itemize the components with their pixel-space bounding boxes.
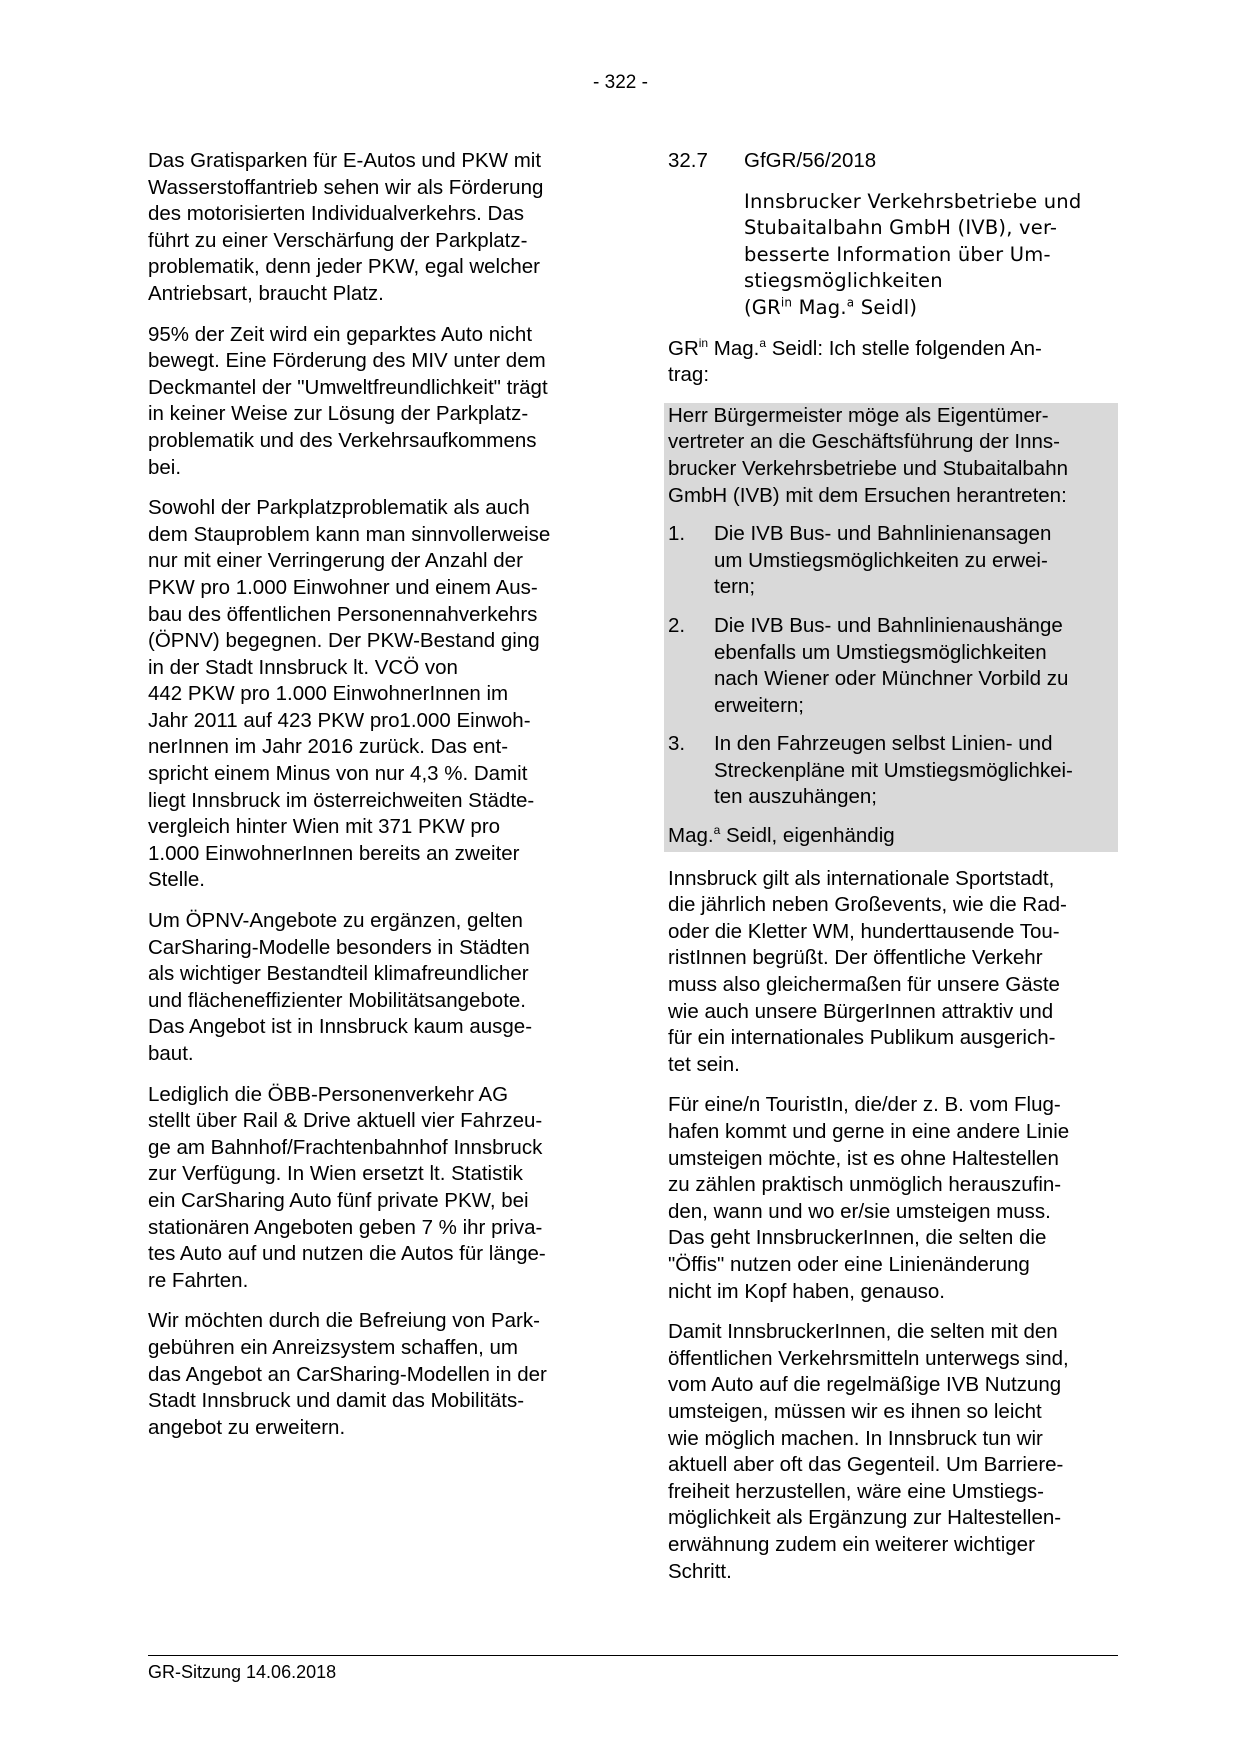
signature-pre: Mag. bbox=[668, 824, 714, 848]
agenda-reference: GfGR/56/2018 bbox=[744, 149, 877, 172]
list-text: Die IVB Bus- und Bahnlinienansagen um Umstiegsmöglichkeiten zu erwei- tern; bbox=[714, 522, 1052, 599]
page-number: - 322 - bbox=[593, 72, 648, 93]
body-paragraph: Für eine/n TouristIn, die/der z. B. vom Flug- hafen kommt und gerne in eine andere Linie umsteigen möchte, ist es ohne Haltestellen zu zählen praktisch unmöglich herauszufin- den, wann und wo er/sie umsteigen muss. Das geht InnsbruckerInnen, die selten die "Öffis" nutzen oder eine Linienänderung nicht im Kopf haben, genauso. bbox=[668, 1093, 1070, 1303]
superscript: a bbox=[759, 335, 767, 350]
agenda-title-author-close: Seidl) bbox=[854, 295, 918, 319]
list-number: 3. bbox=[668, 732, 686, 756]
motion-list-item bbox=[668, 521, 1118, 601]
motion-list-item bbox=[668, 731, 1118, 811]
agenda-title-author-mid: Mag. bbox=[792, 295, 847, 319]
motion-intro-post: Seidl: Ich stelle folgenden An- trag: bbox=[668, 336, 1042, 387]
right-column bbox=[668, 148, 1118, 1599]
body-paragraph: Lediglich die ÖBB-Personenverkehr AG stellt über Rail & Drive aktuell vier Fahrzeu- ge am Bahnhof/Frachtenbahnhof Innsbruck zur Verfügung. In Wien ersetzt lt. Statistik ein CarSharing Auto fünf private PKW, bei stationären Angeboten geben 7 % ihr priva- tes Auto auf und nutzen die Autos für länge- re Fahrten. bbox=[148, 1082, 546, 1292]
body-paragraph: Sowohl der Parkplatzproblematik als auch dem Stauproblem kann man sinnvollerweise nur mit einer Verringerung der Anzahl der PKW pro 1.000 Einwohner und einem Aus- bau des öffentlichen Personennahverkehrs (ÖPNV) begegnen. Der PKW-Bestand ging in der Stadt Innsbruck lt. VCÖ von 442 PKW pro 1.000 EinwohnerInnen im Jahr 2011 auf 423 PKW pro1.000 Einwoh- nerInnen im Jahr 2016 zurück. Das ent- spricht einem Minus von nur 4,3 %. Damit liegt Innsbruck im österreichweiten Städte- vergleich hinter Wien mit 371 PKW pro 1.000 EinwohnerInnen bereits an zweiter Stelle. bbox=[148, 496, 551, 892]
superscript: a bbox=[713, 823, 721, 838]
list-text: In den Fahrzeugen selbst Linien- und Streckenpläne mit Umstiegsmöglichkei- ten auszuhängen; bbox=[714, 732, 1073, 809]
motion-intro-mid: Mag. bbox=[708, 336, 760, 360]
agenda-title-main: Innsbrucker Verkehrsbetriebe und Stubaitalbahn GmbH (IVB), ver- besserte Information über Um- stiegsmöglichkeiten bbox=[744, 189, 1082, 293]
footer-text: GR-Sitzung 14.06.2018 bbox=[148, 1662, 337, 1682]
motion-list bbox=[668, 521, 1118, 811]
list-number: 2. bbox=[668, 613, 686, 637]
body-paragraph: Damit InnsbruckerInnen, die selten mit den öffentlichen Verkehrsmitteln unterwegs sind, vom Auto auf die regelmäßige IVB Nutzung umsteigen, müssen wir es ihnen so leicht wie möglich machen. In Innsbruck tun wir aktuell aber oft das Gegenteil. Um Barriere- freiheit herzustellen, wäre eine Umstiegs- möglichkeit als Ergänzung zur Haltestellen- erwähnung zudem ein weiterer wichtiger Schritt. bbox=[668, 1320, 1069, 1583]
motion-intro-pre: GR bbox=[668, 336, 699, 360]
body-paragraph: Das Gratisparken für E-Autos und PKW mit Wasserstoffantrieb sehen wir als Förderung des motorisierten Individualverkehrs. Das führt zu einer Verschärfung der Parkplatz- problematik, denn jeder PKW, egal welcher Antriebsart, braucht Platz. bbox=[148, 149, 544, 305]
motion-list-item bbox=[668, 613, 1118, 719]
body-paragraph: Wir möchten durch die Befreiung von Park- gebühren ein Anreizsystem schaffen, um das Angebot an CarSharing-Modellen in der Stadt Innsbruck und damit das Mobilitäts- angebot zu erweitern. bbox=[148, 1309, 547, 1439]
list-number: 1. bbox=[668, 522, 686, 546]
footer-rule bbox=[148, 1655, 1118, 1656]
left-column bbox=[148, 148, 600, 1455]
motion-box bbox=[664, 403, 1118, 852]
agenda-title bbox=[744, 189, 1118, 322]
superscript: in bbox=[698, 335, 709, 350]
motion-signature bbox=[668, 823, 1118, 852]
superscript: in bbox=[780, 295, 793, 310]
motion-text: Herr Bürgermeister möge als Eigentümer- vertreter an die Geschäftsführung der Inns- brucker Verkehrsbetriebe und Stubaitalbahn GmbH (IVB) mit dem Ersuchen herantreten: bbox=[668, 403, 1069, 507]
superscript: a bbox=[846, 295, 855, 310]
body-paragraph: Um ÖPNV-Angebote zu ergänzen, gelten CarSharing-Modelle besonders in Städten als wichtiger Bestandteil klimafreundlicher und flächeneffizienter Mobilitätsangebote. Das Angebot ist in Innsbruck kaum ausge- baut. bbox=[148, 909, 533, 1065]
agenda-title-author-open: (GR bbox=[744, 295, 781, 319]
signature-post: Seidl, eigenhändig bbox=[720, 824, 895, 848]
list-text: Die IVB Bus- und Bahnlinienaushänge ebenfalls um Umstiegsmöglichkeiten nach Wiener oder Münchner Vorbild zu erweitern; bbox=[714, 613, 1069, 717]
agenda-number: 32.7 bbox=[668, 149, 708, 172]
agenda-heading bbox=[668, 148, 1118, 175]
motion-intro bbox=[668, 336, 1118, 389]
body-paragraph: 95% der Zeit wird ein geparktes Auto nicht bewegt. Eine Förderung des MIV unter dem Deckmantel der "Umweltfreundlichkeit" trägt in keiner Weise zur Lösung der Parkplatz- problematik und des Verkehrsaufkommens bei. bbox=[148, 322, 548, 479]
body-paragraph: Innsbruck gilt als internationale Sportstadt, die jährlich neben Großevents, wie die Rad- oder die Kletter WM, hunderttausende Tou- ristInnen begrüßt. Der öffentliche Verkehr muss also gleichermaßen für unsere Gäste wie auch unsere BürgerInnen attraktiv und für ein internationales Publikum ausgerich- tet sein. bbox=[668, 866, 1067, 1076]
